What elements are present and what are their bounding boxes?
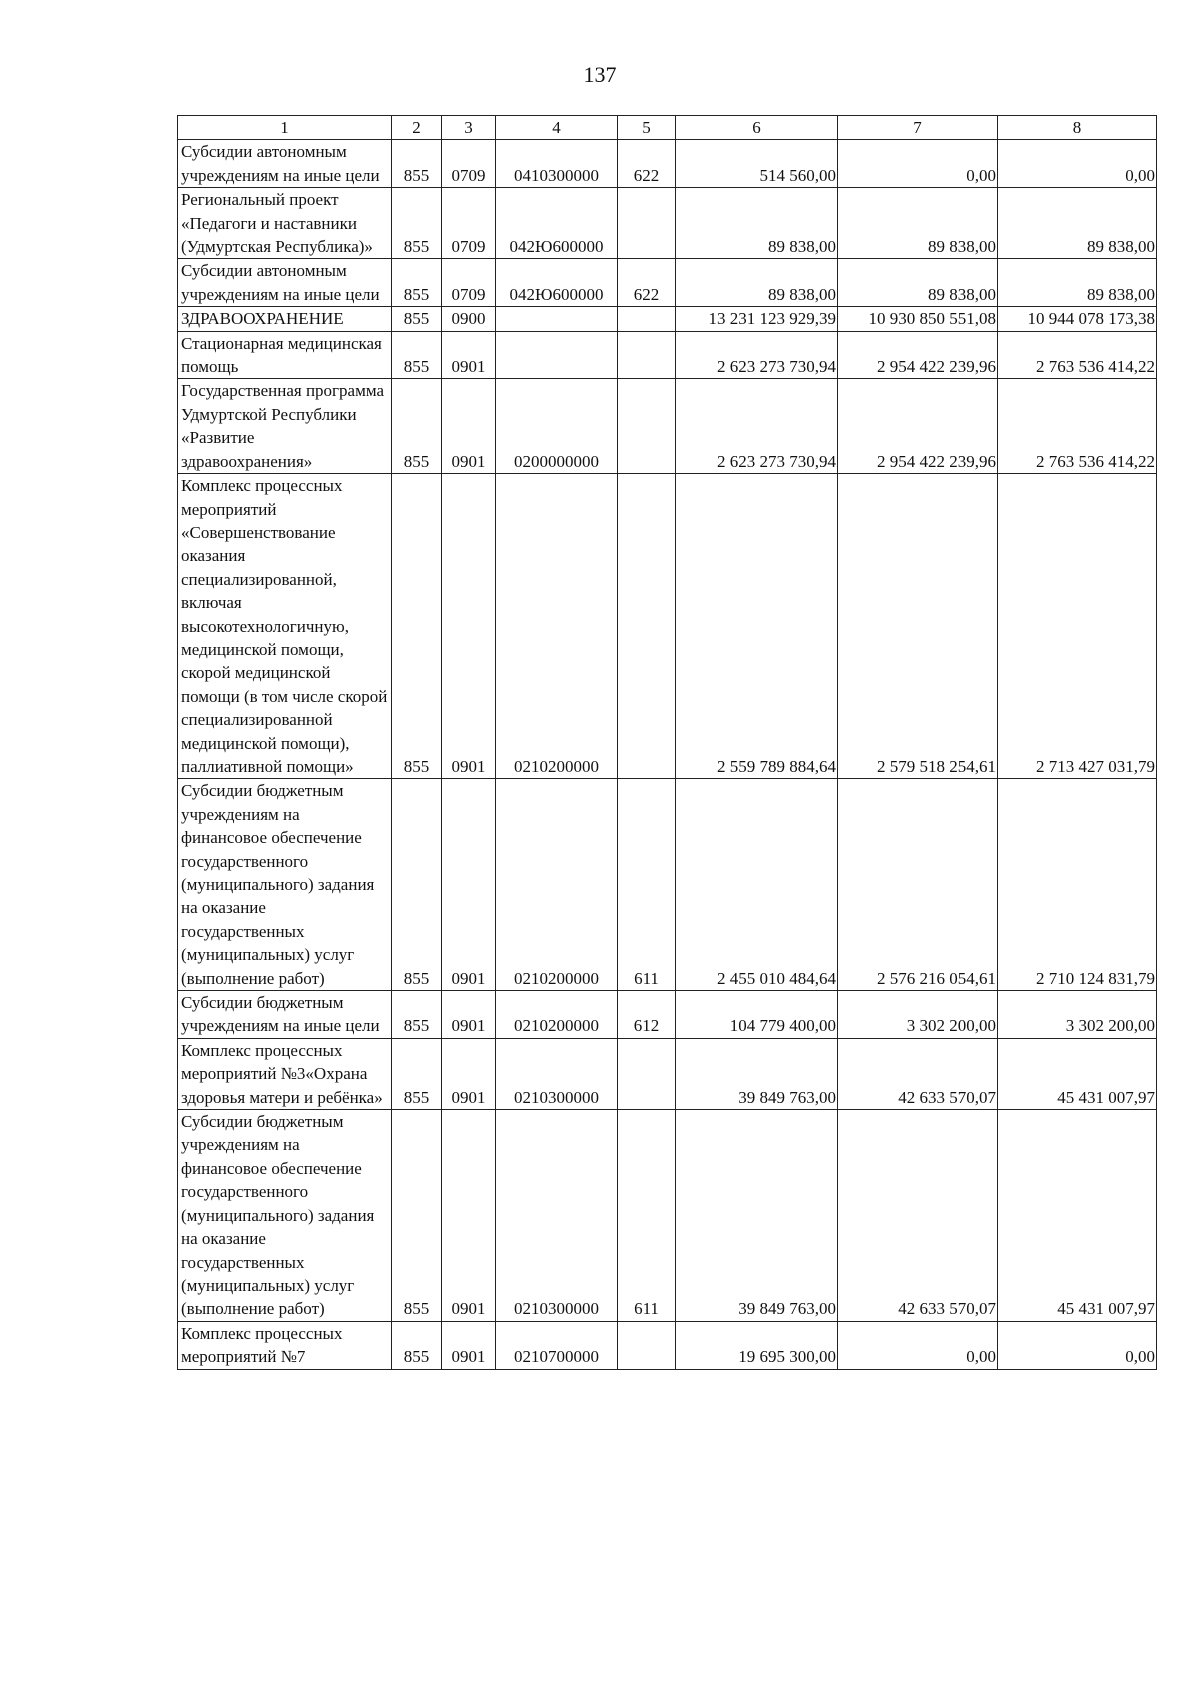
table-row bbox=[178, 259, 1157, 307]
amount-col8-cell: 89 838,00 bbox=[998, 188, 1157, 259]
amount-col7-cell: 0,00 bbox=[838, 1321, 998, 1369]
target-article-cell bbox=[496, 331, 618, 379]
amount-col8-cell: 2 763 536 414,22 bbox=[998, 379, 1157, 474]
amount-col8-cell: 0,00 bbox=[998, 1321, 1157, 1369]
section-code-cell: 0901 bbox=[442, 991, 496, 1039]
table-row bbox=[178, 331, 1157, 379]
expense-type-cell bbox=[618, 1321, 676, 1369]
section-code-cell: 0900 bbox=[442, 307, 496, 331]
amount-col8-cell: 0,00 bbox=[998, 140, 1157, 188]
admin-code-cell: 855 bbox=[392, 331, 442, 379]
admin-code-cell: 855 bbox=[392, 259, 442, 307]
header-row bbox=[178, 116, 1157, 140]
target-article-cell: 0210200000 bbox=[496, 991, 618, 1039]
amount-col7-cell: 42 633 570,07 bbox=[838, 1110, 998, 1322]
amount-col6-cell: 2 623 273 730,94 bbox=[676, 331, 838, 379]
amount-col7-cell: 3 302 200,00 bbox=[838, 991, 998, 1039]
amount-col7-cell: 89 838,00 bbox=[838, 259, 998, 307]
section-code-cell: 0901 bbox=[442, 1321, 496, 1369]
target-article-cell: 0210300000 bbox=[496, 1110, 618, 1322]
amount-col8-cell: 2 713 427 031,79 bbox=[998, 474, 1157, 779]
section-code-cell: 0901 bbox=[442, 779, 496, 991]
admin-code-cell: 855 bbox=[392, 379, 442, 474]
table-row bbox=[178, 188, 1157, 259]
row-name-cell: Комплекс процессных мероприятий №7 bbox=[178, 1321, 392, 1369]
expense-type-cell: 611 bbox=[618, 779, 676, 991]
expense-type-cell bbox=[618, 331, 676, 379]
row-name-cell: Субсидии бюджетным учреждениям на финансовое обеспечение государственного (муниципального) задания на оказание государственных (муниципальных) услуг (выполнение работ) bbox=[178, 779, 392, 991]
amount-col8-cell: 2 763 536 414,22 bbox=[998, 331, 1157, 379]
section-code-cell: 0709 bbox=[442, 140, 496, 188]
amount-col6-cell: 514 560,00 bbox=[676, 140, 838, 188]
target-article-cell: 0210200000 bbox=[496, 779, 618, 991]
section-code-cell: 0901 bbox=[442, 331, 496, 379]
table-row bbox=[178, 140, 1157, 188]
amount-col6-cell: 13 231 123 929,39 bbox=[676, 307, 838, 331]
amount-col7-cell: 10 930 850 551,08 bbox=[838, 307, 998, 331]
amount-col6-cell: 2 623 273 730,94 bbox=[676, 379, 838, 474]
target-article-cell: 0210700000 bbox=[496, 1321, 618, 1369]
page-number: 137 bbox=[583, 62, 617, 87]
row-name-cell: Государственная программа Удмуртской Республики «Развитие здравоохранения» bbox=[178, 379, 392, 474]
row-name-cell: ЗДРАВООХРАНЕНИЕ bbox=[178, 307, 392, 331]
row-name-cell: Субсидии автономным учреждениям на иные цели bbox=[178, 259, 392, 307]
admin-code-cell: 855 bbox=[392, 474, 442, 779]
amount-col8-cell: 45 431 007,97 bbox=[998, 1110, 1157, 1322]
expense-type-cell bbox=[618, 188, 676, 259]
row-name-cell: Комплекс процессных мероприятий №3«Охрана здоровья матери и ребёнка» bbox=[178, 1038, 392, 1109]
row-name-cell: Субсидии бюджетным учреждениям на иные цели bbox=[178, 991, 392, 1039]
table-row bbox=[178, 379, 1157, 474]
expense-type-cell bbox=[618, 1038, 676, 1109]
column-header: 3 bbox=[442, 116, 496, 140]
target-article-cell bbox=[496, 307, 618, 331]
section-code-cell: 0901 bbox=[442, 379, 496, 474]
column-header: 7 bbox=[838, 116, 998, 140]
amount-col7-cell: 2 579 518 254,61 bbox=[838, 474, 998, 779]
table-row bbox=[178, 1321, 1157, 1369]
column-header: 2 bbox=[392, 116, 442, 140]
admin-code-cell: 855 bbox=[392, 1110, 442, 1322]
amount-col7-cell: 89 838,00 bbox=[838, 188, 998, 259]
section-code-cell: 0709 bbox=[442, 259, 496, 307]
column-header: 4 bbox=[496, 116, 618, 140]
table-row bbox=[178, 1110, 1157, 1322]
section-code-cell: 0901 bbox=[442, 474, 496, 779]
target-article-cell: 0210300000 bbox=[496, 1038, 618, 1109]
amount-col6-cell: 89 838,00 bbox=[676, 259, 838, 307]
amount-col8-cell: 3 302 200,00 bbox=[998, 991, 1157, 1039]
table-row bbox=[178, 1038, 1157, 1109]
amount-col6-cell: 39 849 763,00 bbox=[676, 1038, 838, 1109]
table-row bbox=[178, 307, 1157, 331]
expense-type-cell: 612 bbox=[618, 991, 676, 1039]
row-name-cell: Комплекс процессных мероприятий «Совершенствование оказания специализированной, включая высокотехнологичную, медицинской помощи, скорой медицинской помощи (в том числе скорой специализированной медицинской помощи), паллиативной помощи» bbox=[178, 474, 392, 779]
admin-code-cell: 855 bbox=[392, 307, 442, 331]
amount-col6-cell: 19 695 300,00 bbox=[676, 1321, 838, 1369]
admin-code-cell: 855 bbox=[392, 140, 442, 188]
expense-type-cell bbox=[618, 379, 676, 474]
admin-code-cell: 855 bbox=[392, 1321, 442, 1369]
amount-col6-cell: 104 779 400,00 bbox=[676, 991, 838, 1039]
section-code-cell: 0901 bbox=[442, 1110, 496, 1322]
row-name-cell: Стационарная медицинская помощь bbox=[178, 331, 392, 379]
column-header: 1 bbox=[178, 116, 392, 140]
budget-table bbox=[177, 115, 1157, 1370]
amount-col8-cell: 10 944 078 173,38 bbox=[998, 307, 1157, 331]
table-row bbox=[178, 779, 1157, 991]
amount-col7-cell: 2 576 216 054,61 bbox=[838, 779, 998, 991]
amount-col7-cell: 2 954 422 239,96 bbox=[838, 331, 998, 379]
row-name-cell: Региональный проект «Педагоги и наставники (Удмуртская Республика)» bbox=[178, 188, 392, 259]
amount-col6-cell: 2 455 010 484,64 bbox=[676, 779, 838, 991]
target-article-cell: 0210200000 bbox=[496, 474, 618, 779]
amount-col7-cell: 42 633 570,07 bbox=[838, 1038, 998, 1109]
table-row bbox=[178, 474, 1157, 779]
expense-type-cell: 611 bbox=[618, 1110, 676, 1322]
section-code-cell: 0709 bbox=[442, 188, 496, 259]
admin-code-cell: 855 bbox=[392, 991, 442, 1039]
amount-col8-cell: 89 838,00 bbox=[998, 259, 1157, 307]
target-article-cell: 042Ю600000 bbox=[496, 188, 618, 259]
row-name-cell: Субсидии бюджетным учреждениям на финансовое обеспечение государственного (муниципального) задания на оказание государственных (муниципальных) услуг (выполнение работ) bbox=[178, 1110, 392, 1322]
target-article-cell: 0410300000 bbox=[496, 140, 618, 188]
column-header: 6 bbox=[676, 116, 838, 140]
target-article-cell: 0200000000 bbox=[496, 379, 618, 474]
amount-col6-cell: 2 559 789 884,64 bbox=[676, 474, 838, 779]
expense-type-cell bbox=[618, 474, 676, 779]
admin-code-cell: 855 bbox=[392, 779, 442, 991]
amount-col6-cell: 39 849 763,00 bbox=[676, 1110, 838, 1322]
admin-code-cell: 855 bbox=[392, 1038, 442, 1109]
column-header: 5 bbox=[618, 116, 676, 140]
amount-col8-cell: 45 431 007,97 bbox=[998, 1038, 1157, 1109]
amount-col7-cell: 0,00 bbox=[838, 140, 998, 188]
expense-type-cell: 622 bbox=[618, 140, 676, 188]
admin-code-cell: 855 bbox=[392, 188, 442, 259]
column-header: 8 bbox=[998, 116, 1157, 140]
section-code-cell: 0901 bbox=[442, 1038, 496, 1109]
amount-col6-cell: 89 838,00 bbox=[676, 188, 838, 259]
amount-col8-cell: 2 710 124 831,79 bbox=[998, 779, 1157, 991]
target-article-cell: 042Ю600000 bbox=[496, 259, 618, 307]
table-row bbox=[178, 991, 1157, 1039]
amount-col7-cell: 2 954 422 239,96 bbox=[838, 379, 998, 474]
expense-type-cell: 622 bbox=[618, 259, 676, 307]
row-name-cell: Субсидии автономным учреждениям на иные цели bbox=[178, 140, 392, 188]
expense-type-cell bbox=[618, 307, 676, 331]
